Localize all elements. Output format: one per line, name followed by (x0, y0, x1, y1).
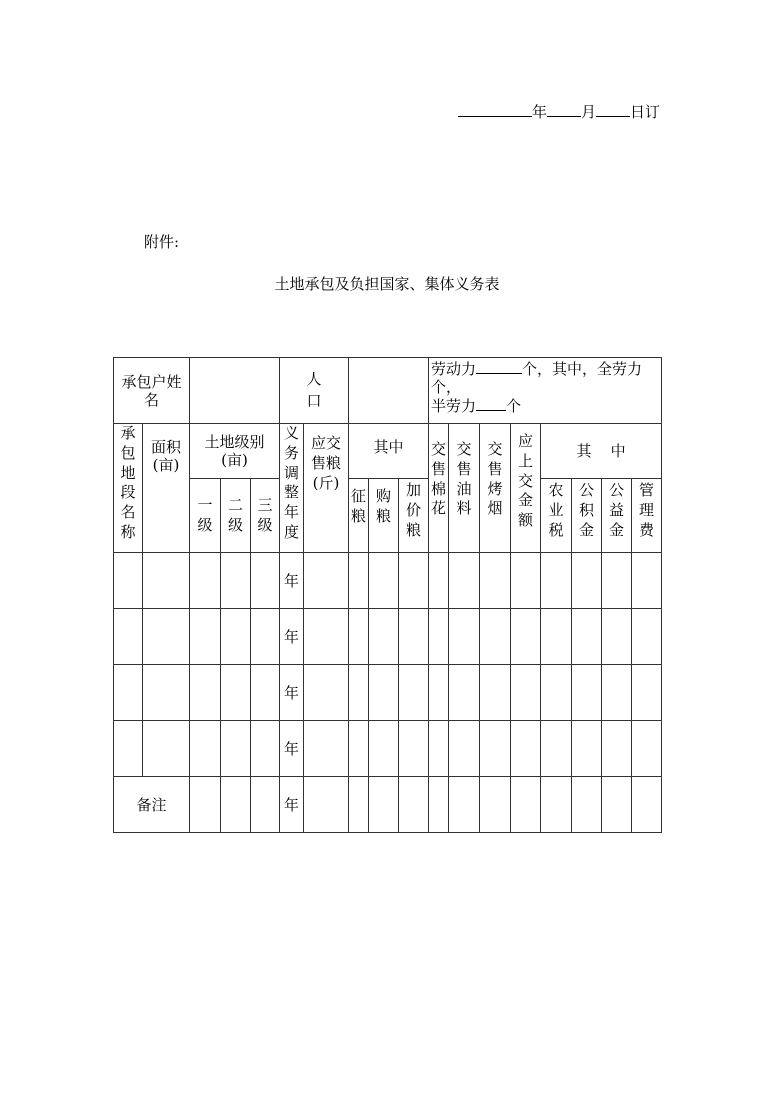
labor-cell: 劳动力 个，其中，全劳力个， 半劳力 个 (429, 358, 662, 424)
year-cell: 年 (280, 721, 304, 777)
year-cell: 年 (280, 777, 304, 833)
header-row-1 (114, 358, 662, 424)
attachment-label: 附件: (144, 233, 180, 251)
grade2-label: 二级 (221, 479, 251, 553)
grain-of-which-label: 其中 (349, 424, 429, 479)
grain-due-label: 应交售粮(斤) (304, 424, 349, 553)
welfare-fund-label: 公益金 (602, 479, 632, 553)
contractor-name-label: 承包户姓名 (114, 358, 190, 424)
date-line (400, 101, 660, 122)
header-row-3 (114, 479, 662, 553)
population-label: 人口 (280, 358, 349, 424)
levy-grain-label: 征粮 (349, 479, 369, 553)
oil-label: 交售油料 (449, 424, 480, 553)
remarks-row (114, 777, 662, 833)
table-row (114, 665, 662, 721)
accumulation-fund-label: 公积金 (572, 479, 602, 553)
money-due-label: 应上交金额 (511, 424, 541, 553)
form-title: 土地承包及负担国家、集体义务表 (274, 275, 500, 293)
table-row (114, 721, 662, 777)
premium-grain-label: 加价粮 (399, 479, 429, 553)
land-grade-label: 土地级别(亩) (190, 424, 280, 479)
cotton-label: 交售棉花 (429, 424, 449, 553)
year-cell: 年 (280, 553, 304, 609)
remarks-label: 备注 (114, 777, 190, 833)
header-row-2 (114, 424, 662, 479)
month-blank (547, 102, 581, 117)
year-cell: 年 (280, 665, 304, 721)
grade3-label: 三级 (251, 479, 280, 553)
year-cell: 年 (280, 609, 304, 665)
obligation-year-label: 义务调整年度 (280, 424, 304, 553)
management-fee-label: 管理费 (632, 479, 662, 553)
contractor-name-cell[interactable] (190, 358, 280, 424)
money-of-which-label: 其 中 (541, 424, 662, 479)
obligation-table (113, 357, 662, 833)
population-cell[interactable] (349, 358, 429, 424)
plot-name-label: 承包地段名称 (114, 424, 143, 553)
area-label: 面积(亩) (143, 424, 190, 553)
year-label: 年 (531, 103, 547, 121)
year-blank (458, 102, 532, 117)
table-row (114, 609, 662, 665)
grade1-label: 一级 (190, 479, 221, 553)
agri-tax-label: 农业税 (541, 479, 572, 553)
month-label: 月 (580, 103, 596, 121)
day-label: 日订 (629, 103, 660, 121)
purchase-grain-label: 购粮 (369, 479, 399, 553)
day-blank (596, 102, 630, 117)
tobacco-label: 交售烤烟 (480, 424, 511, 553)
table-row (114, 553, 662, 609)
